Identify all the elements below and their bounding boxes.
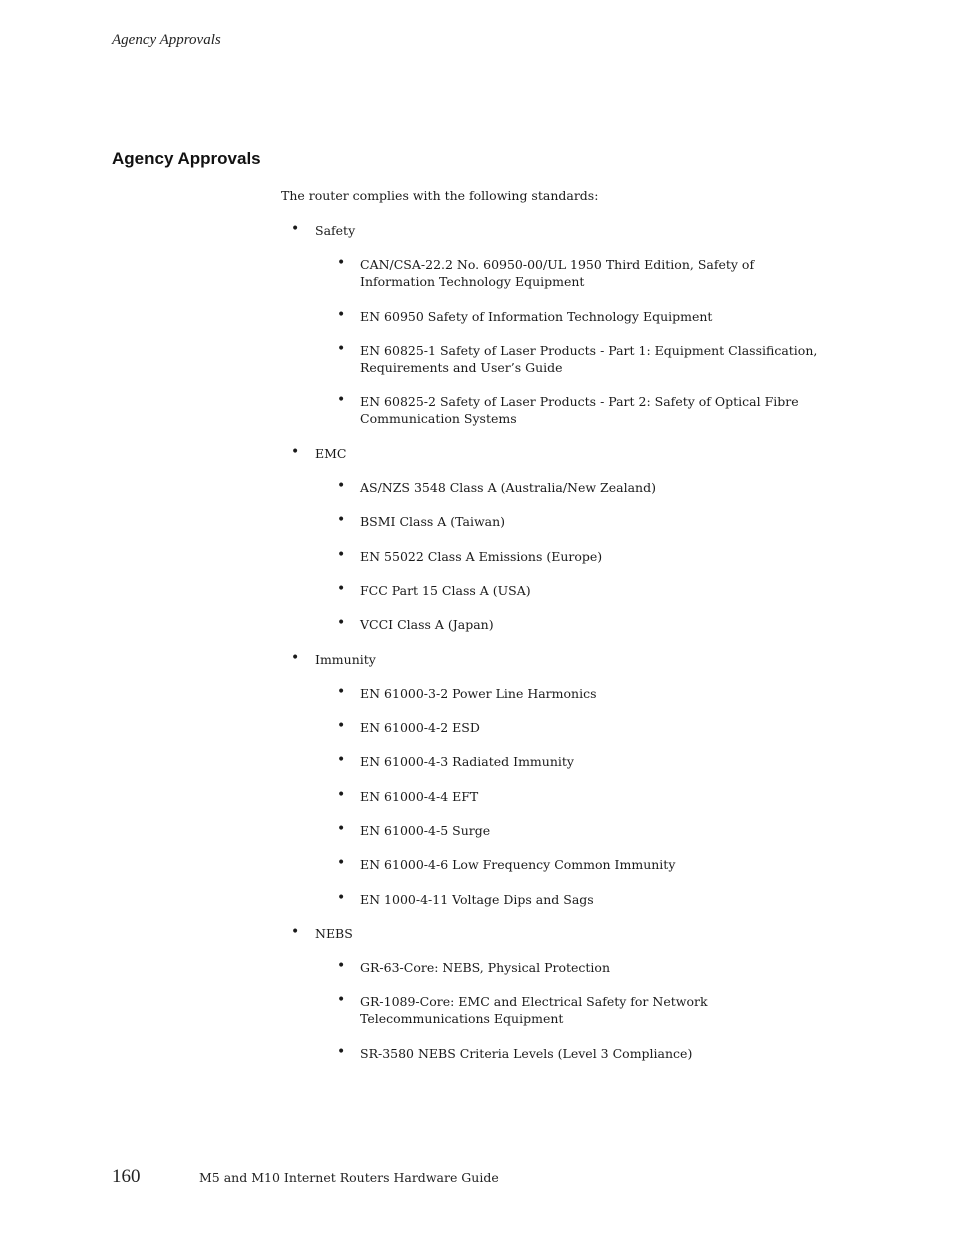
standard-item-text: EN 55022 Class A Emissions (Europe) <box>360 549 603 564</box>
bullet-icon: • <box>337 1044 346 1060</box>
standard-item-text: BSMI Class A (Taiwan) <box>360 514 506 529</box>
bullet-icon: • <box>337 992 346 1008</box>
standard-item-text: VCCI Class A (Japan) <box>360 617 494 632</box>
standard-item <box>337 719 827 736</box>
intro-paragraph: The router complies with the following standards: <box>281 188 599 203</box>
standard-item <box>337 856 827 873</box>
bullet-icon: • <box>337 341 346 357</box>
standard-item <box>337 822 827 839</box>
bullet-icon: • <box>337 684 346 700</box>
standard-item <box>337 616 827 633</box>
standard-item <box>337 1045 827 1062</box>
category-label: Immunity <box>315 652 376 667</box>
standard-item <box>337 753 827 770</box>
bullet-icon: • <box>291 650 300 666</box>
standard-item <box>337 308 827 325</box>
standard-item <box>337 582 827 599</box>
bullet-icon: • <box>337 307 346 323</box>
footer-book-title: M5 and M10 Internet Routers Hardware Guide <box>199 1170 499 1185</box>
standard-item <box>337 256 827 290</box>
bullet-icon: • <box>337 392 346 408</box>
bullet-icon: • <box>337 615 346 631</box>
standard-item-text: GR-1089-Core: EMC and Electrical Safety for Network Telecommunications Equipment <box>360 994 708 1026</box>
category-label: NEBS <box>315 926 353 941</box>
standard-item-text: FCC Part 15 Class A (USA) <box>360 583 531 598</box>
standard-item-text: EN 1000-4-11 Voltage Dips and Sags <box>360 892 594 907</box>
bullet-icon: • <box>337 890 346 906</box>
bullet-icon: • <box>337 855 346 871</box>
standard-item <box>337 513 827 530</box>
standard-item-text: SR-3580 NEBS Criteria Levels (Level 3 Compliance) <box>360 1046 693 1061</box>
standard-item-text: EN 61000-4-5 Surge <box>360 823 491 838</box>
category-label: Safety <box>315 223 356 238</box>
standard-item-text: EN 61000-3-2 Power Line Harmonics <box>360 686 597 701</box>
standard-item-text: EN 60950 Safety of Information Technology Equipment <box>360 309 713 324</box>
standard-item <box>337 993 827 1027</box>
bullet-icon: • <box>291 221 300 237</box>
bullet-icon: • <box>337 718 346 734</box>
standard-item <box>337 685 827 702</box>
bullet-icon: • <box>337 581 346 597</box>
section-heading: Agency Approvals <box>112 149 261 168</box>
bullet-icon: • <box>337 255 346 271</box>
bullet-icon: • <box>337 958 346 974</box>
standard-item-text: GR-63-Core: NEBS, Physical Protection <box>360 960 610 975</box>
standard-item <box>337 959 827 976</box>
bullet-icon: • <box>337 547 346 563</box>
standard-item-text: AS/NZS 3548 Class A (Australia/New Zealand) <box>360 480 656 495</box>
bullet-icon: • <box>291 444 300 460</box>
standard-item-text: EN 60825-2 Safety of Laser Products - Part 2: Safety of Optical Fibre Communication Systems <box>360 394 799 426</box>
bullet-icon: • <box>337 821 346 837</box>
standard-item <box>337 342 827 376</box>
standard-item-text: EN 61000-4-3 Radiated Immunity <box>360 754 574 769</box>
category-label: EMC <box>315 446 347 461</box>
standard-item-text: EN 61000-4-4 EFT <box>360 789 479 804</box>
standard-item <box>337 479 827 496</box>
running-header: Agency Approvals <box>112 32 221 48</box>
standard-item-text: EN 60825-1 Safety of Laser Products - Part 1: Equipment Classification, Requirements and User’s Guide <box>360 343 818 375</box>
bullet-icon: • <box>337 752 346 768</box>
bullet-icon: • <box>337 478 346 494</box>
bullet-icon: • <box>291 924 300 940</box>
bullet-icon: • <box>337 787 346 803</box>
standard-item <box>337 393 827 427</box>
page-number: 160 <box>112 1166 141 1187</box>
standard-item-text: EN 61000-4-6 Low Frequency Common Immunity <box>360 857 676 872</box>
standard-item <box>337 891 827 908</box>
standard-item-text: EN 61000-4-2 ESD <box>360 720 480 735</box>
standard-item <box>337 548 827 565</box>
bullet-icon: • <box>337 512 346 528</box>
standard-item <box>337 788 827 805</box>
standard-item-text: CAN/CSA-22.2 No. 60950-00/UL 1950 Third Edition, Safety of Information Technology Equipment <box>360 257 755 289</box>
